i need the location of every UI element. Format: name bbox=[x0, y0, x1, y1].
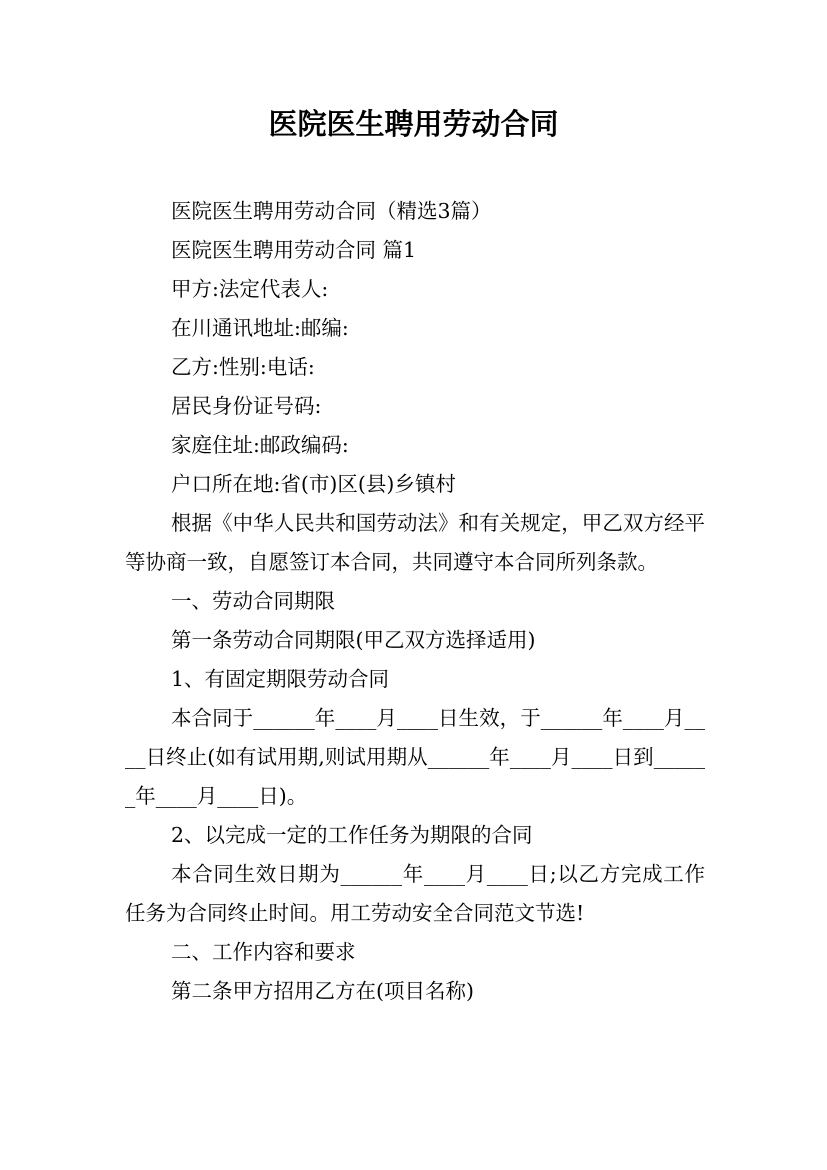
paragraph-address: 在川通讯地址:邮编: bbox=[171, 316, 349, 340]
paragraph-article-1: 第一条劳动合同期限(甲乙双方选择适用) bbox=[171, 628, 536, 652]
paragraph-party-b: 乙方:性别:电话: bbox=[171, 355, 315, 379]
paragraph-task-term: 2、以完成一定的工作任务为期限的合同 bbox=[171, 823, 533, 847]
paragraph-intro: 医院医生聘用劳动合同（精选3篇） bbox=[171, 199, 492, 223]
paragraph-fixed-term-dates: 本合同于______年____月____日生效，于______年____月____日终止(如有试用期,则试用期从______年____月____日到______年____月____日)。 bbox=[125, 706, 705, 808]
paragraph-preamble: 根据《中华人民共和国劳动法》和有关规定，甲乙双方经平等协商一致，自愿签订本合同，共同遵守本合同所列条款。 bbox=[125, 511, 705, 574]
paragraph-fixed-term: 1、有固定期限劳动合同 bbox=[171, 667, 390, 691]
paragraph-home-address: 家庭住址:邮政编码: bbox=[171, 433, 349, 457]
document-title: 医院医生聘用劳动合同 bbox=[268, 107, 559, 141]
paragraph-household-registration: 户口所在地:省(市)区(县)乡镇村 bbox=[171, 472, 456, 496]
document-body bbox=[125, 192, 705, 1011]
paragraph-id-number: 居民身份证号码: bbox=[171, 394, 322, 418]
paragraph-task-term-dates: 本合同生效日期为______年____月____日;以乙方完成工作任务为合同终止时间。用工劳动安全合同范文节选! bbox=[125, 862, 705, 925]
paragraph-party-a: 甲方:法定代表人: bbox=[171, 277, 329, 301]
paragraph-heading-term: 一、劳动合同期限 bbox=[171, 589, 335, 613]
paragraph-heading-work: 二、工作内容和要求 bbox=[171, 940, 356, 964]
paragraph-article-2: 第二条甲方招用乙方在(项目名称) bbox=[171, 979, 474, 1003]
paragraph-section-heading: 医院医生聘用劳动合同 篇1 bbox=[171, 238, 417, 262]
